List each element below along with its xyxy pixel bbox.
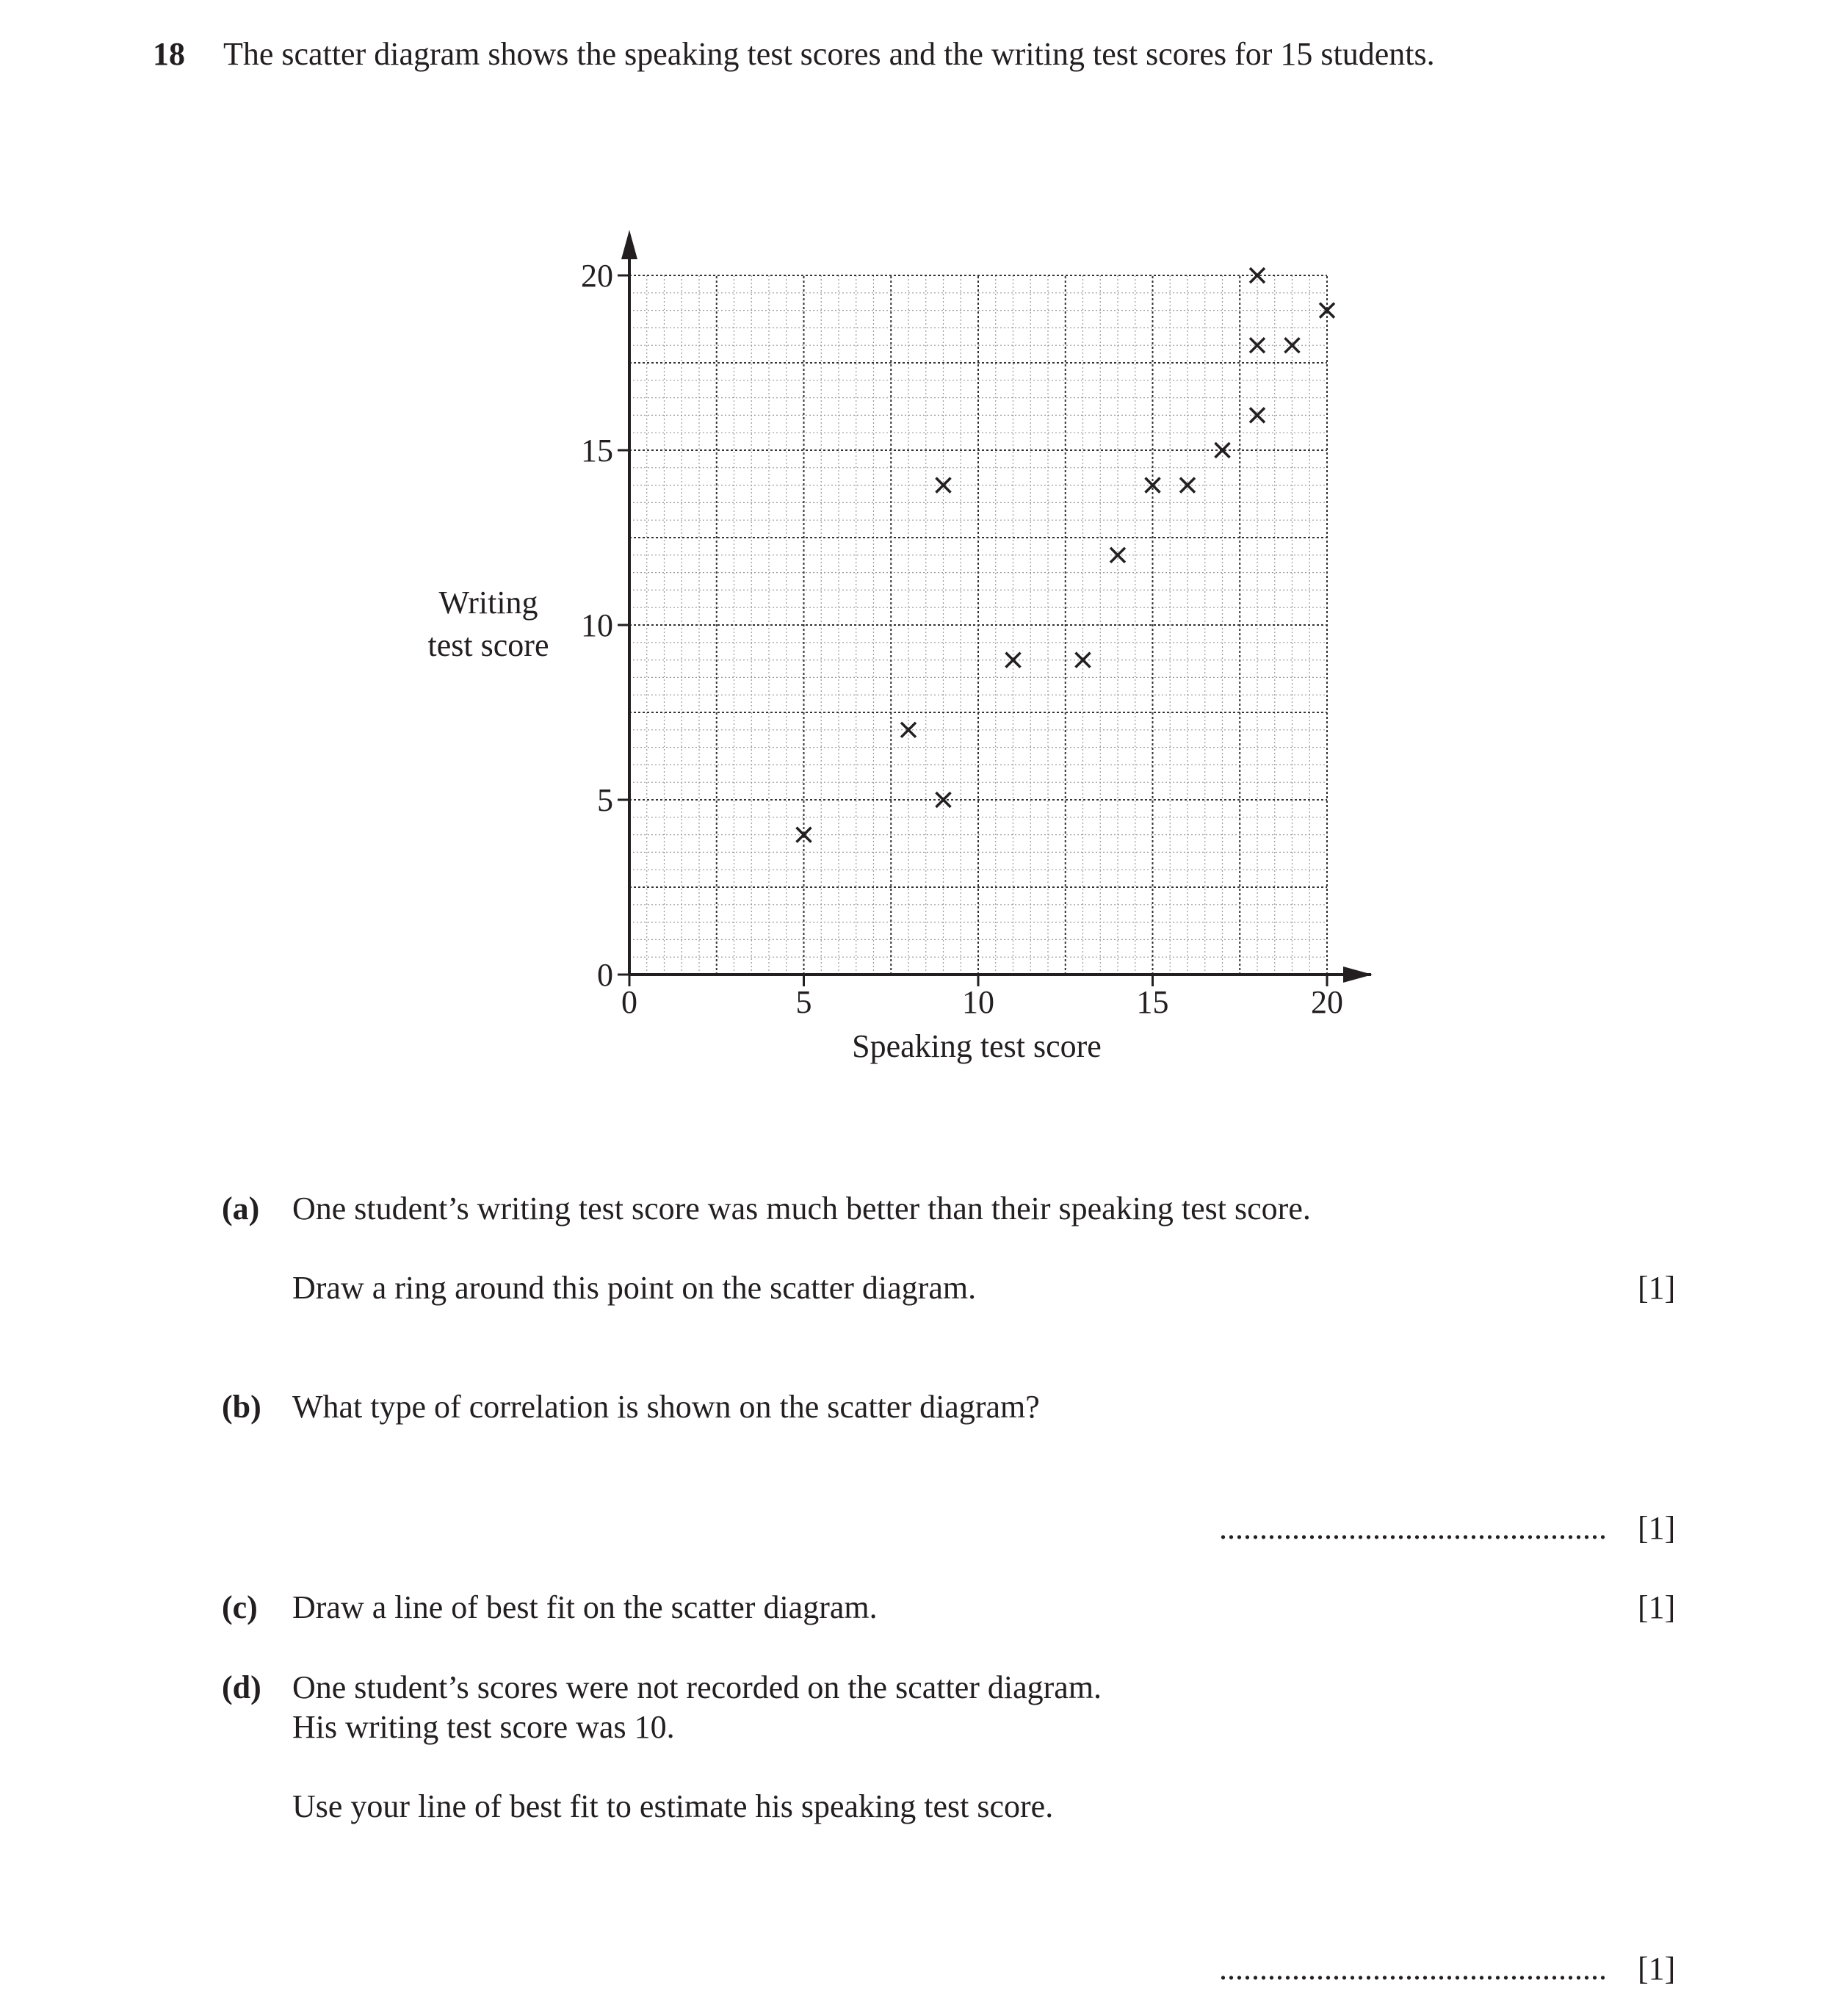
part-c-marks: [1] [1638, 1589, 1676, 1625]
x-tick-label: 5 [795, 984, 812, 1020]
part-d-line2: His writing test score was 10. [292, 1709, 675, 1745]
part-b-line1: What type of correlation is shown on the scatter diagram? [292, 1389, 1040, 1425]
part-a-line2: Draw a ring around this point on the scatter diagram. [292, 1270, 977, 1306]
question-intro: The scatter diagram shows the speaking test scores and the writing test scores for 15 students. [223, 36, 1435, 72]
y-axis-arrow [621, 230, 637, 259]
y-tick-label: 10 [581, 607, 613, 643]
part-b-answer-line[interactable]: ................................................ [1219, 1510, 1607, 1546]
y-tick-label: 0 [597, 957, 613, 993]
part-d-line3: Use your line of best fit to estimate his speaking test score. [292, 1788, 1054, 1824]
part-a-line1: One student’s writing test score was much better than their speaking test score. [292, 1191, 1311, 1226]
question-number: 18 [153, 36, 185, 72]
y-axis-label-line2: test score [427, 627, 549, 663]
part-a-marks: [1] [1638, 1270, 1676, 1306]
part-d-label: (d) [222, 1669, 261, 1705]
x-tick-label: 20 [1311, 984, 1343, 1020]
data-point [1320, 303, 1334, 318]
axis-ticks [581, 258, 1343, 1020]
part-d-marks: [1] [1638, 1951, 1676, 1987]
part-c-line1: Draw a line of best fit on the scatter diagram. [292, 1589, 878, 1625]
part-a-label: (a) [222, 1191, 260, 1226]
y-tick-label: 15 [581, 433, 613, 469]
x-tick-label: 10 [962, 984, 994, 1020]
y-tick-label: 20 [581, 258, 613, 294]
x-axis-label: Speaking test score [852, 1028, 1102, 1064]
y-axis-label-line1: Writing [438, 585, 538, 621]
part-b-marks: [1] [1638, 1510, 1676, 1546]
x-axis-arrow [1343, 967, 1373, 983]
x-tick-label: 15 [1136, 984, 1169, 1020]
part-c-label: (c) [222, 1589, 258, 1625]
y-tick-label: 5 [597, 782, 613, 818]
part-d-answer-line[interactable]: ................................................ [1219, 1951, 1607, 1987]
part-d-line1: One student’s scores were not recorded on the scatter diagram. [292, 1669, 1102, 1705]
part-b-label: (b) [222, 1389, 261, 1425]
x-tick-label: 0 [621, 984, 637, 1020]
